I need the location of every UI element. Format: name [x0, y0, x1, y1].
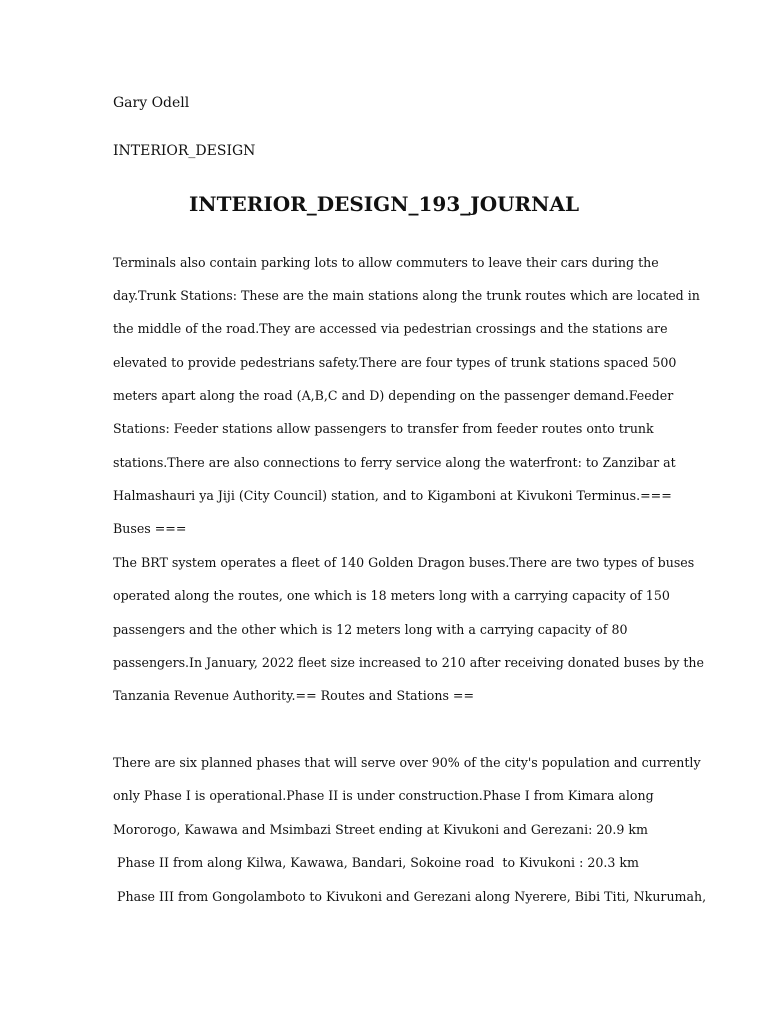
- body-line: Halmashauri ya Jiji (City Council) station, and to Kigamboni at Kivukoni Terminus.===: [113, 488, 672, 503]
- course-name: INTERIOR_DESIGN: [113, 143, 256, 159]
- body-line: passengers and the other which is 12 meters long with a carrying capacity of 80: [113, 622, 628, 637]
- body-line: Terminals also contain parking lots to allow commuters to leave their cars during the: [113, 255, 659, 270]
- body-line: stations.There are also connections to ferry service along the waterfront: to Zanzibar at: [113, 455, 676, 470]
- document-title: INTERIOR_DESIGN_193_JOURNAL: [188, 192, 580, 216]
- body-line: only Phase I is operational.Phase II is under construction.Phase I from Kimara along: [113, 788, 654, 803]
- body-line: the middle of the road.They are accessed via pedestrian crossings and the stations are: [113, 321, 668, 336]
- body-line: The BRT system operates a fleet of 140 Golden Dragon buses.There are two types of buses: [113, 555, 695, 570]
- body-line: passengers.In January, 2022 fleet size increased to 210 after receiving donated buses by the: [113, 655, 704, 670]
- body-line: There are six planned phases that will serve over 90% of the city's population and currently: [113, 755, 701, 770]
- body-line: meters apart along the road (A,B,C and D) depending on the passenger demand.Feeder: [113, 388, 674, 403]
- body-line: Buses ===: [113, 521, 187, 536]
- body-line: Phase III from Gongolamboto to Kivukoni and Gerezani along Nyerere, Bibi Titi, Nkurumah,: [113, 889, 707, 904]
- body-line: Phase II from along Kilwa, Kawawa, Bandari, Sokoine road to Kivukoni : 20.3 km: [113, 855, 639, 870]
- body-line: Stations: Feeder stations allow passengers to transfer from feeder routes onto trunk: [113, 421, 654, 436]
- body-line: Tanzania Revenue Authority.== Routes and Stations ==: [113, 688, 475, 703]
- body-line: day.Trunk Stations: These are the main stations along the trunk routes which are located in: [113, 288, 700, 303]
- body-line: elevated to provide pedestrians safety.There are four types of trunk stations spaced 500: [113, 355, 677, 370]
- author-name: Gary Odell: [113, 95, 190, 111]
- body-line: Mororogo, Kawawa and Msimbazi Street ending at Kivukoni and Gerezani: 20.9 km: [113, 822, 648, 837]
- body-line: operated along the routes, one which is 18 meters long with a carrying capacity of 150: [113, 588, 670, 603]
